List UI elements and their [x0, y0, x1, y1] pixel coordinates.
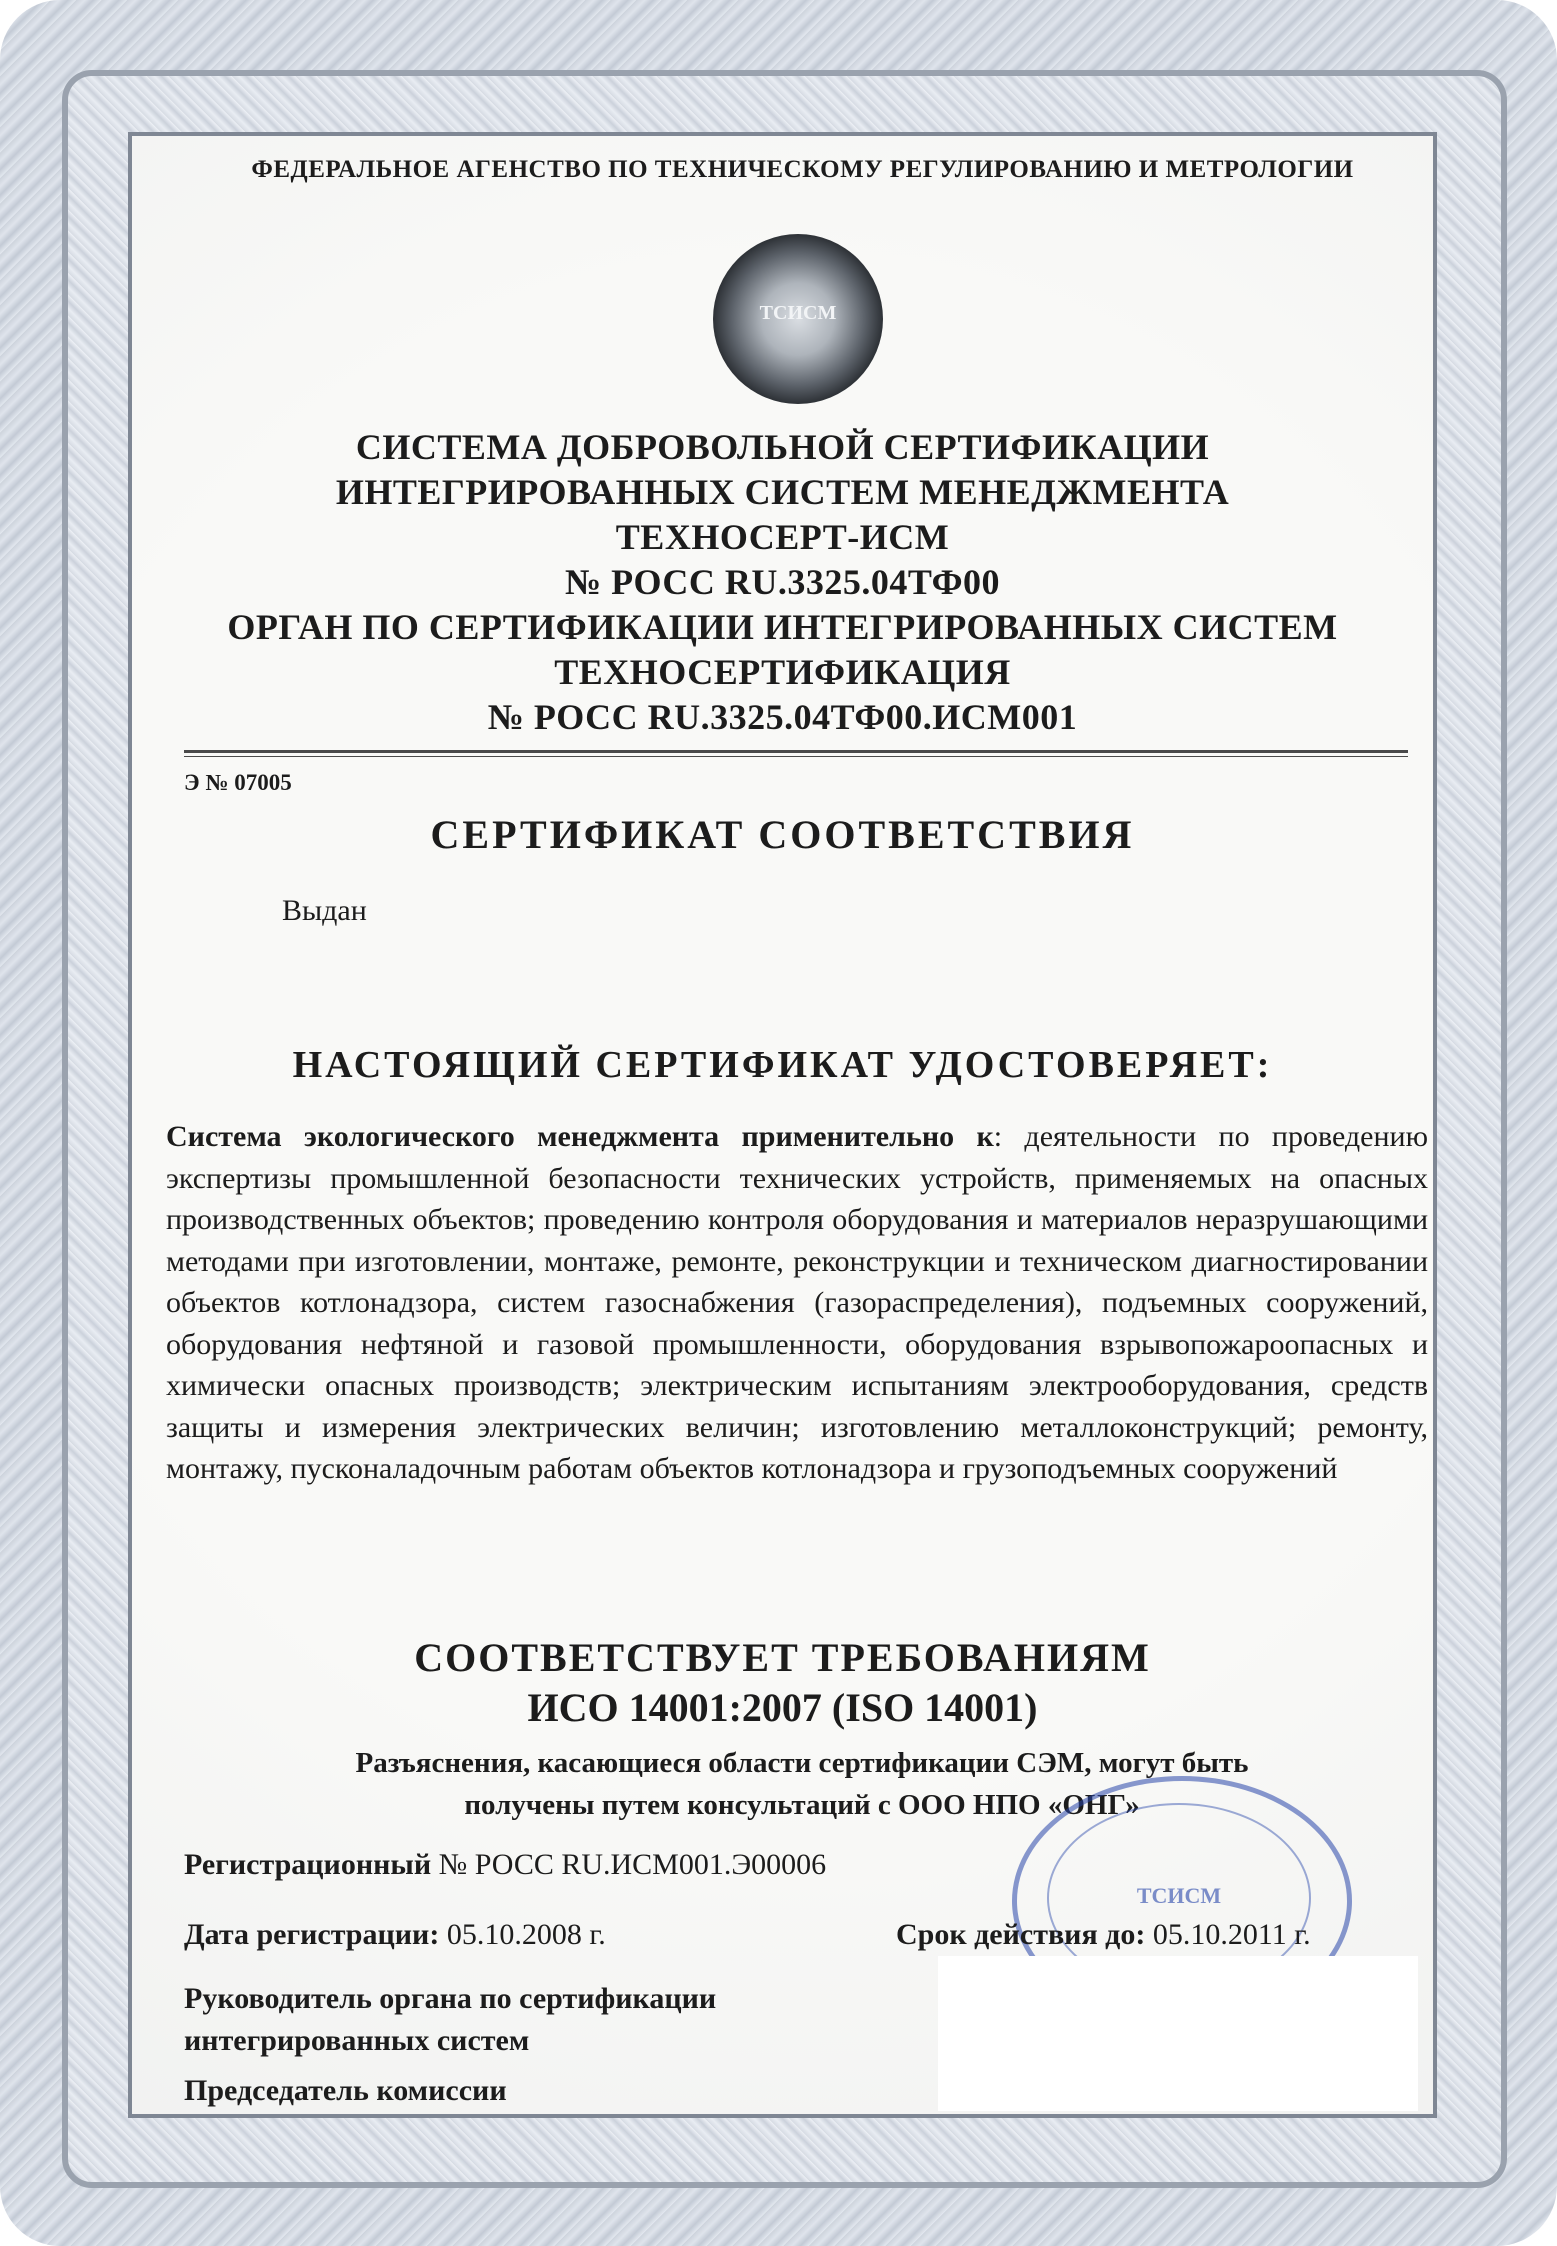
registration-date	[184, 1918, 606, 1952]
explanation-note: Разъяснения, касающиеся области сертификации СЭМ, могут быть получены путем консультаций с ООО НПО «ОНГ»	[355, 1747, 1249, 1821]
certificate-page	[128, 132, 1437, 2118]
agency-name: ФЕДЕРАЛЬНОЕ АГЕНСТВО ПО ТЕХНИЧЕСКОМУ РЕГУЛИРОВАНИЮ И МЕТРОЛОГИИ	[251, 156, 1354, 183]
certificate-number: Э № 07005	[184, 770, 292, 795]
system-title-line3: ТЕХНОСЕРТ-ИСМ	[615, 517, 950, 557]
complies-heading: СООТВЕТСТВУЕТ ТРЕБОВАНИЯМ	[414, 1635, 1151, 1680]
registration-value: № РОСС RU.ИСМ001.Э00006	[438, 1848, 827, 1881]
registration-date-value: 05.10.2008 г.	[446, 1918, 606, 1951]
system-title-line1: СИСТЕМА ДОБРОВОЛЬНОЙ СЕРТИФИКАЦИИ	[355, 427, 1210, 467]
scope-lead: Система экологического менеджмента применительно к	[166, 1120, 994, 1153]
scope-text	[166, 1116, 1428, 1490]
registration-number	[184, 1848, 826, 1882]
body-reg-number: № РОСС RU.3325.04ТФ00.ИСМ001	[487, 697, 1078, 737]
standard-name: ИСО 14001:2007 (ISO 14001)	[527, 1685, 1038, 1730]
valid-until-label: Срок действия до:	[896, 1918, 1146, 1951]
system-reg-number: № РОСС RU.3325.04ТФ00	[564, 562, 1001, 602]
registration-date-label: Дата регистрации:	[184, 1918, 440, 1951]
body-title-line2: ТЕХНОСЕРТИФИКАЦИЯ	[554, 652, 1011, 692]
scope-description: : деятельности по проведению экспертизы промышленной безопасности технических устройств, применяемых на опасных производственных объектов; проведению контроля оборудования и материалов неразрушающими методами при изготовлении, монтаже, ремонте, реконструкции и техническом диагностировании объектов котлонадзора, систем газоснабжения (газораспределения), подъемных сооружений, оборудования нефтяной и газовой промышленности, оборудования взрывопожароопасных и химически опасных производств; электрическим испытаниям электрооборудования, средств защиты и измерения электрических величин; изготовлению металлоконструкций; ремонту, монтажу, пусконаладочным работам объектов котлонадзора и грузоподъемных сооружений	[166, 1120, 1428, 1485]
redacted-signature-area	[938, 1956, 1418, 2111]
divider	[184, 750, 1408, 753]
valid-until-value: 05.10.2011 г.	[1152, 1918, 1311, 1951]
commission-chair-label: Председатель комиссии	[184, 2074, 507, 2107]
registration-label: Регистрационный	[184, 1848, 432, 1881]
body-title-line1: ОРГАН ПО СЕРТИФИКАЦИИ ИНТЕГРИРОВАННЫХ СИСТЕМ	[227, 607, 1338, 647]
divider-thin	[184, 756, 1408, 757]
attests-heading: НАСТОЯЩИЙ СЕРТИФИКАТ УДОСТОВЕРЯЕТ:	[292, 1044, 1273, 1086]
valid-until	[896, 1918, 1311, 1952]
certification-seal	[713, 234, 883, 404]
head-of-body-label: Руководитель органа по сертификации интегрированных систем	[184, 1982, 717, 2057]
certificate-title: СЕРТИФИКАТ СООТВЕТСТВИЯ	[430, 812, 1135, 857]
system-title-line2: ИНТЕГРИРОВАННЫХ СИСТЕМ МЕНЕДЖМЕНТА	[335, 472, 1230, 512]
seal-text: ТСИСМ	[759, 302, 837, 324]
issued-label: Выдан	[282, 894, 367, 927]
stamp-text: ТСИСМ	[1136, 1883, 1222, 1908]
